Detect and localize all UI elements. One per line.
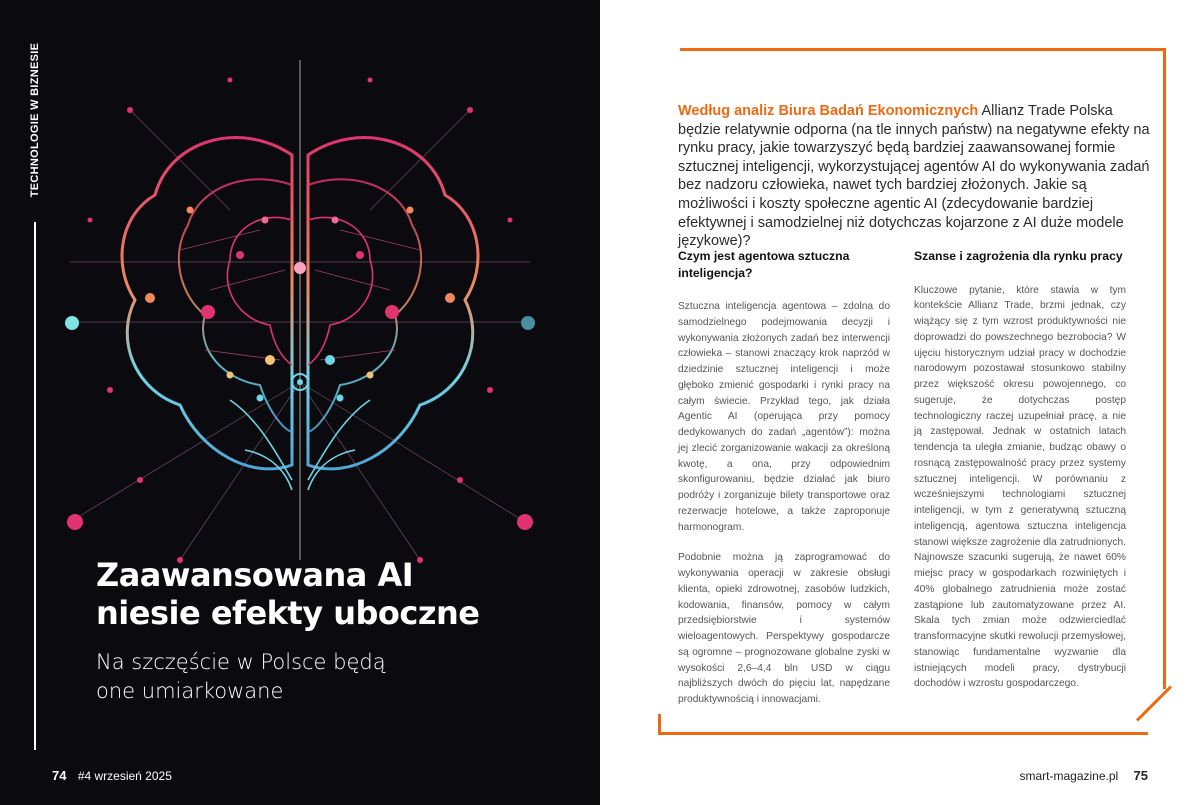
article-title [96, 556, 576, 632]
article-subtitle-line-2: one umiarkowane [96, 679, 284, 703]
frame-top-line [680, 48, 1166, 51]
lead-paragraph [678, 102, 1154, 251]
article-subtitle-line-1: Na szczęście w Polsce będą [96, 650, 386, 674]
column-1-paragraph-1: Sztuczna inteligencja agentowa – zdolna do samodzielnego podejmowania decyzji i wykonywania złożonych zadań bez interwencji człowieka – stanowi znaczący krok naprzód w dziedzinie sztucznej inteligencji i może głęboko zmienić gospodarki i rynki pracy na całym świecie. Przykład tego, jak działa Agentic AI (operująca przy pomocy dedykowanych do zadań „agentów”): można jej zlecić zorganizowanie wakacji za określoną kwotę, a ona, przy odpowiednim skonfigurowaniu, będzie działać jak biuro podróży i zorganizuje bilety transportowe oraz rezerwacje hotelowe, a także zaproponuje harmonogram. [678, 301, 890, 533]
column-1 [678, 248, 890, 708]
section-label: TECHNOLOGIE W BIZNESIE [29, 42, 41, 198]
article-subtitle [96, 648, 576, 706]
column-2-paragraph-1: Kluczowe pytanie, które stawia w tym kontekście Allianz Trade, brzmi jednak, czy wiążący się z tym wzrost produktywności nie doprowadzi do powszechnego bezrobocia? W ujęciu historycznym udział pracy w dochodzie narodowym pozostawał stosunkowo stabilny przez większość okresu powojennego, co sugeruje, że dotychczas postęp technologiczny raczej uzupełniał pracę, a nie ją zastępował. Jednak w ostatnich latach tendencja ta uległa zmianie, budząc obawy o rosnącą zastępowalność pracy przez systemy sztucznej inteligencji. W porównaniu z wcześniejszymi technologiami sztucznej inteligencji, w tym z generatywną sztuczną inteligencją, agentowa sztuczna inteligencja stanowi większe zagrożenie dla zatrudnionych. Najnowsze szacunki sugerują, że nawet 60% miejsc pracy w gospodarkach rozwiniętych i 40% globalnego zatrudnienia może zostać zastąpione lub zautomatyzowane przez AI. Skala tych zmian może odzwierciedlać transformacyjne skutki rewolucji przemysłowej, stanowiąc fundamentalne wyzwanie dla istniejących modeli pracy, dystrybucji dochodów i wzrostu gospodarczego. [914, 284, 1126, 690]
right-page-number: 75 [1133, 768, 1148, 783]
frame-left-line [658, 714, 661, 735]
left-page-number: 74 [52, 768, 67, 783]
column-1-heading: Czym jest agentowa sztuczna inteligencja? [678, 249, 850, 280]
column-2 [914, 248, 1126, 692]
right-page [600, 0, 1200, 805]
issue-info: #4 wrzesień 2025 [77, 769, 172, 783]
article-title-line-2: niesie efekty uboczne [96, 594, 480, 632]
frame-corner-line [1136, 685, 1172, 721]
column-1-paragraph-2: Podobnie można ją zaprogramować do wykonywania operacji w zakresie obsługi klienta, opieki zdrowotnej, zasobów ludzkich, kodowania, finansów, pomocy w całym przedsiębiorstwie i systemów wieloagentowych. Perspektywy gospodarcze są ogromne – prognozowane globalne zyski w wysokości 2,6–4,4 bln USD w ciągu najbliższych dwóch do pięciu lat, napędzane produktywnością i innowacjami. [678, 552, 890, 706]
brain-network-icon [30, 60, 570, 580]
column-2-heading: Szanse i zagrożenia dla rynku pracy [914, 249, 1123, 263]
article-title-line-1: Zaawansowana AI [96, 556, 414, 594]
frame-right-line [1163, 48, 1166, 689]
lead-text: Allianz Trade Polska będzie relatywnie odporna (na tle innych państw) na negatywne efekty na rynku pracy, jakie towarzyszyć będą bardziej zaawansowanej formie sztucznej inteligencji, wykorzystującej agentów AI do wykonywania zadań bez nadzoru człowieka, nawet tych bardziej złożonych. Jakie są możliwości i koszty społeczne agentic AI (zdecydowanie bardziej efektywnej i samodzielnej niż dotychczas kojarzone z AI duże modele językowe)? [678, 103, 1150, 250]
folio-left [52, 768, 172, 783]
folio-right [1019, 768, 1148, 783]
frame-bottom-line [658, 732, 1148, 735]
website-link[interactable]: smart-magazine.pl [1019, 769, 1119, 783]
lead-highlight: Według analiz Biura Badań Ekonomicznych [678, 103, 979, 119]
